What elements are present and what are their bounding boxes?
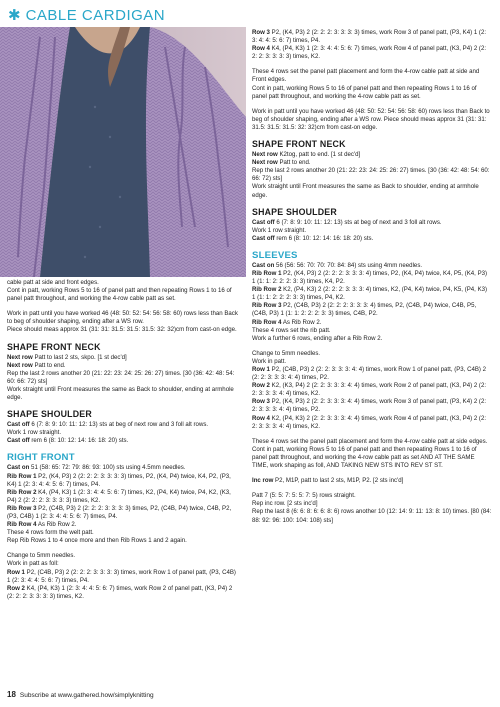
instruction-block: Patt 7 (5: 5: 7: 5: 5: 7: 5) rows straight. Rep inc row. [2 sts inc'd] Rep the last 8 (6: 6: 8: 6: 6: 8: 6) rows another 10 (12: 14: 9: 11: 13: 8: 10) times. [80 (84: 88: 92: 96: 100: 104: 108) sts] — [252, 492, 492, 524]
paragraph: These 4 rows set the panel patt placement and form the 4-row cable patt at side edges. Cont in patt, working Rows 5 to 16 of panel patt and then repeating Rows 1 to 16 of panel patt throughout, and working the 4-row cable patt as set AND AT THE SAME TIME, work shaping as foll, AND TAKING NEW STS INTO REV ST ST. — [252, 437, 488, 470]
page-footer — [7, 690, 154, 699]
section-heading-blue: RIGHT FRONT — [7, 452, 75, 464]
instruction-block: Cast on 56 (56: 56: 70: 70: 70: 84: 84) sts using 4mm needles. Rib Row 1 P2, (K4, P3) 2 (2: 2: 2: 3: 3: 3: 4) times, P2, (K4, P4) twice, K4, P5, (K4, P3) 1 (1: 1: 2: 2: 2: 3: 3) times, K4, P2. Rib Row 2 K2, (P4, K3) 2 (2: 2: 2: 3: 3: 3: 4) times, K2, (P4, K4) twice, P4, K5, (P4, K3) 1 (1: 1: 2: 2: 2: 3: 3) times, P4, K2. Rib Row 3 P2, (C4B, P3) 2 (2: 2: 2: 3: 3: 3: 4) times, P2, (C4B, P4) twice, C4B, P5, (C4B, P3) 1 (1: 1: 2: 2: 2: 3: 3) times, C4B, P2. Rib Row 4 As Rib Row 2. These 4 rows set the rib patt. Work a further 6 rows, ending after a Rib Row 2. — [252, 261, 488, 342]
paragraph: Work in patt until you have worked 46 (48: 50: 52: 54: 56: 58: 60) rows less than Back to beg of shoulder shaping, ending after a WS row. Piece should meas approx 31 (31: 31: 31.5: 31.5: 31.5: 32: 32)cm from cast-on edge. — [7, 310, 238, 334]
instruction-block: Cast off 6 (7: 8: 9: 10: 11: 12: 13) sts at beg of next row and 3 foll alt rows. Work 1 row straight. Cast off rem 6 (8: 10: 12: 14: 16: 18: 20) sts. — [7, 421, 209, 445]
section-heading: SHAPE FRONT NECK — [7, 341, 101, 352]
instruction-block: Change to 5mm needles. Work in patt as foll: Row 1 P2, (C4B, P3) 2 (2: 2: 2: 3: 3: 3: 3) times, work Row 1 of panel patt, (P3, C4B) 1 (2: 3: 4: 4: 5: 6: 7) times, P4. Row 2 K4, (P4, K3) 1 (2: 3: 4: 4: 5: 6: 7) times, work Row 2 of panel patt, (K3, P4) 2 (2: 2: 2: 3: 3: 3: 3) times, K2. — [7, 552, 236, 600]
paragraph: cable patt at side and front edges. Cont in patt, working Rows 5 to 16 of panel patt and then repeating Rows 1 to 16 of panel patt throughout, and working the 4-row cable patt as set. — [7, 279, 232, 303]
instruction-block: Next row Patt to last 2 sts, skpo. [1 st dec'd] Next row Patt to end. Rep the last 2 rows another 20 (21: 22: 23: 24: 25: 26: 27) times. [30 (36: 42: 48: 54: 60: 66: 72) sts] Work straight until Front measures the same as Back to shoulder, ending at armhole edge. — [7, 353, 235, 402]
instruction-block: Next row K2tog, patt to end. [1 st dec'd] Next row Patt to end. Rep the last 2 rows another 20 (21: 22: 23: 24: 25: 26: 27) times. [30 (36: 42: 48: 54: 60: 66: 72) sts] Work straight until Front measures the same as Back to shoulder, ending at armhole edge. — [252, 151, 490, 199]
paragraph: Work in patt until you have worked 46 (48: 50: 52: 54: 56: 58: 60) rows less than Back to beg of shoulder shaping, ending after a WS row. Piece should meas approx 31 (31: 31: 31.5: 31.5: 31.5: 32: 32)cm from cast-on edge. — [252, 107, 490, 131]
instruction-block: Cast off 6 (7: 8: 9: 10: 11: 12: 13) sts at beg of next and 3 foll alt rows. Work 1 row straight. Cast off rem 6 (8: 10: 12: 14: 16: 18: 20) sts. — [252, 218, 442, 242]
section-heading: SHAPE SHOULDER — [252, 206, 337, 217]
page-title: CABLE CARDIGAN — [25, 6, 166, 24]
instruction-block: Row 3 P2, (K4, P3) 2 (2: 2: 2: 3: 3: 3: 3) times, work Row 3 of panel patt, (P3, K4) 1 (2: 3: 4: 4: 5: 6: 7) times, P4. Row 4 K4, (P4, K3) 1 (2: 3: 4: 4: 5: 6: 7) times, work Row 4 of panel patt, (K3, P4) 2 (2: 2: 2: 3: 3: 3: 3) times, K2. — [252, 29, 487, 61]
cardigan-photo — [0, 27, 246, 277]
paragraph: These 4 rows set the panel patt placement and form the 4-row cable patt at side and Front edges. Cont in patt, working Rows 5 to 16 of panel patt and then repeating Rows 1 to 16 of panel patt throughout, and working the 4-row cable patt as set. — [252, 68, 480, 100]
section-heading: SHAPE SHOULDER — [7, 409, 92, 420]
page-header — [8, 4, 165, 26]
instruction-block: Cast on 51 (58: 65: 72: 79: 86: 93: 100) sts using 4.5mm needles. Rib Row 1 P2, (K4, P3) 2 (2: 2: 2: 3: 3: 3: 3) times, P2, (K4, P4) twice, K4, P2, (P3, K4) 1 (2: 3: 4: 4: 5: 6: 7) times, P4. Rib Row 2 K4, (P4, K3) 1 (2: 3: 4: 4: 5: 6: 7) times, K2, (P4, K4) twice, P4, K2, (K3, P4) 2 (2: 2: 2: 3: 3: 3: 3) times, K2. Rib Row 3 P2, (C4B, P3) 2 (2: 2: 2: 3: 3: 3: 3) times, P2, (C4B, P4) twice, C4B, P2, (P3, C4B) 1 (2: 3: 4: 4: 5: 6: 7) times, P4. Rib Row 4 As Rib Row 2. These 4 rows form the welt patt. Rep Rib Rows 1 to 4 once more and then Rib Rows 1 and 2 again. — [7, 464, 232, 545]
section-heading: SHAPE FRONT NECK — [252, 139, 346, 150]
section-heading-blue: SLEEVES — [252, 249, 298, 261]
subscribe-link[interactable]: Subscribe at www.gathered.how/simplyknitting — [19, 692, 154, 699]
left-column — [7, 279, 240, 608]
instruction-block: Inc row P2, M1P, patt to last 2 sts, M1P, P2. [2 sts inc'd] — [252, 477, 404, 485]
instruction-block: Change to 5mm needles. Work in patt. Row 1 P2, (C4B, P3) 2 (2: 2: 3: 3: 3: 4: 4) times, work Row 1 of panel patt, (P3, C4B) 2 (2: 2: 3: 3: 3: 4: 4) times, P2. Row 2 K2, (K3, P4) 2 (2: 2: 3: 3: 3: 4: 4) times, work Row 2 of panel patt, (K3, P4) 2 (2: 2: 3: 3: 3: 4: 4) times, K2. Row 3 P2, (K4, P3) 2 (2: 2: 3: 3: 3: 4: 4) times, work Row 3 of panel patt, (P3, K4) 2 (2: 2: 3: 3: 3: 4: 4) times, P2. Row 4 K2, (P4, K3) 2 (2: 2: 3: 3: 3: 4: 4) times, work Row 4 of panel patt, (K3, P4) 2 (2: 2: 3: 3: 3: 4: 4) times, K2. — [252, 349, 487, 430]
page-number: 18 — [7, 690, 16, 699]
right-column — [252, 29, 492, 532]
asterisk-icon: ✱ — [8, 6, 21, 24]
